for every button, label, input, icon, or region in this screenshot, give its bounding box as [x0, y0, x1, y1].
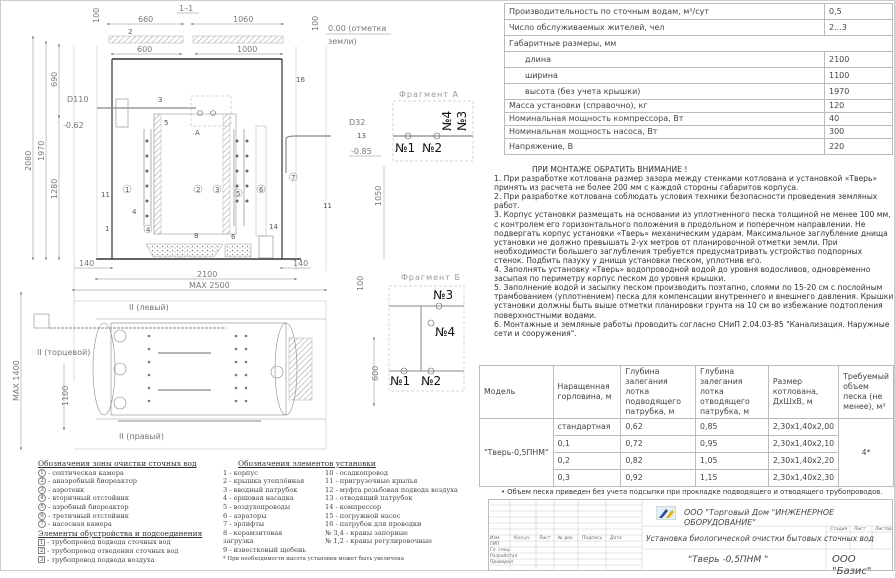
legend-elements — [223, 460, 485, 563]
model-table-footnote: • Объем песка приведен без учета подсыпки при прокладке подводящего и отводящего трубопроводов. — [501, 488, 883, 496]
lid-right — [193, 36, 283, 43]
dim-2100: 2100 — [197, 270, 218, 279]
legend-item: 16 - патрубок для проводки — [325, 520, 422, 529]
svg-text:3: 3 — [215, 186, 220, 194]
dim-2080: 2080 — [24, 150, 33, 171]
legend-elements-footnote: * При необходимости высота установки может быть увеличена — [223, 555, 404, 562]
svg-text:13: 13 — [357, 132, 366, 140]
callout-a: А — [195, 129, 200, 137]
spec-row: Напряжение, В 220 — [505, 139, 893, 155]
legend-item: 15 - погружной насос — [325, 511, 401, 520]
model-name-cell: "Тверь-0,5ПНМ" — [480, 419, 554, 487]
dim-600: 600 — [137, 45, 153, 54]
note-item: 1. При разработке котлована размер зазора между стенками котлована и установкой «Тверь» принять из расчета не более 200 мм с каждой стороны габаритов корпуса. — [494, 174, 878, 193]
plan-label-right: II (правый) — [119, 432, 164, 441]
dim-100-right: 100 — [311, 15, 320, 31]
lid-left — [109, 36, 183, 43]
svg-text:6: 6 — [231, 233, 236, 241]
section-label: 1–1 — [179, 4, 194, 13]
svg-text:2: 2 — [128, 28, 133, 36]
svg-text:7: 7 — [291, 174, 296, 182]
legend-item: 6 - третичный отстойник — [38, 512, 208, 521]
specifications-table — [504, 3, 893, 155]
spec-row: высота (без учета крышки) 1970 — [505, 84, 893, 100]
fragment-a-valve-4: №4 — [440, 110, 454, 131]
level-outlet: -0.85 — [351, 147, 372, 156]
legend-item: 9 - известковый щебень — [223, 545, 306, 554]
model-table-row: 0,2 0,82 1,05 2,30x1,40x2,20 — [480, 453, 894, 470]
svg-text:16: 16 — [296, 76, 305, 84]
dim-690: 690 — [50, 71, 59, 87]
dim-1970: 1970 — [37, 140, 46, 161]
legend-item: 10 - осадкопровод — [325, 468, 388, 477]
dim-max-1400: MAX 1400 — [12, 360, 21, 401]
legend-item: 8 - керамзитовая загрузка — [223, 528, 283, 546]
dim-140-right: 140 — [293, 259, 309, 268]
svg-text:5: 5 — [236, 190, 241, 198]
note-item: 3. Корпус установки размещать на основании из уплотненного песка толщиной не менее 100 мм, с контролем его горизонтального положения в продольном и поперечном направлении. Не подвергать корпус установки «Тверь» механическим ударам. Максимальное заглубление днища установки не должно превышать 2-ух метров от планировочной отметки земли. При необходимости большего заглубления требуется предусматривать устройство подпорных стенок. Подбить пазуху у днища установки песком, уплотнив его. — [494, 210, 891, 265]
dim-140-left: 140 — [79, 259, 95, 268]
svg-text:6: 6 — [259, 186, 264, 194]
note-item: 6. Монтажные и земляные работы проводить согласно СНиП 2.04.03-85 "Канализация. Наружные сети и сооружения". — [494, 319, 890, 338]
dim-max-2500: MAX 2500 — [189, 281, 230, 290]
legend-item: 7 - насосная камера — [38, 520, 208, 529]
legend-item: 11 - пригрузочные крылья — [325, 477, 418, 486]
dim-600-plan: 600 — [371, 365, 380, 381]
plan-label-left: II (левый) — [129, 303, 169, 312]
model-table-row: 0,1 0,72 0,95 2,30x1,40x2,10 — [480, 436, 894, 453]
legend-connections-title: Элементы обустройства и подсоединения — [38, 528, 203, 538]
company-logo-icon — [656, 506, 676, 520]
dim-1000: 1000 — [237, 45, 258, 54]
sand-volume-cell: 4* — [839, 419, 894, 487]
fragment-b-title: Фрагмент Б — [401, 273, 461, 282]
fragment-b-valve-1: №1 — [390, 374, 411, 388]
note-item: 5. Заполнение водой и засыпку песком производить поэтапно, слоями по 15-20 см с послойным трамбованием (уплотнением) песка для компенсации внутреннего и внешнего давления. Крышки установки должны быть выше отметки планировки грунта на 10 см во избежание подтопления поверхностными водами. — [494, 283, 894, 320]
legend-zones-title: Обозначения зоны очистки сточных вод — [38, 459, 197, 468]
legend-item: 3 - вводный патрубок — [223, 485, 298, 494]
notes-heading: ПРИ МОНТАЖЕ ОБРАТИТЬ ВНИМАНИЕ ! — [532, 165, 688, 174]
title-block: Изм. Кол.уч. Лист № док. Подпись Дата ГИП Гл. спец. Разработал Проверил Стадия Лист Листов ООО "Торговый Дом "ИНЖЕНЕРНОЕ ОБОРУДОВАНИЕ" Установка биологической очистки бытовых сточных вод "Тверь -0,5ПНМ " ООО "Базис" — [488, 499, 893, 571]
legend-item: 3 - трубопровод подвода воздуха — [39, 555, 155, 564]
legend-item: 14 - компрессор — [325, 502, 382, 511]
svg-text:4: 4 — [132, 208, 137, 216]
legend-item: № 1,2 - краны регулировочные — [325, 537, 433, 546]
svg-text:1: 1 — [125, 186, 130, 194]
legend-item: 2 - анаэробный биореактор — [38, 477, 208, 486]
legend-item: 13 - отводящий патрубок — [325, 494, 413, 503]
note-item: 2. При разработке котлована соблюдать условия техники безопасности проведения земляных работ. — [494, 192, 878, 211]
svg-text:1: 1 — [105, 225, 110, 233]
pipe-d32: D32 — [349, 118, 366, 127]
dim-100-bottom: 100 — [356, 275, 365, 291]
technical-drawing — [1, 1, 481, 461]
spec-row: Номинальная мощность компрессора, Вт 40 — [505, 113, 893, 126]
legend-elements-title: Обозначения элементов установки — [238, 459, 376, 468]
dim-660: 660 — [138, 15, 154, 24]
spec-row: Номинальная мощность насоса, Вт 300 — [505, 126, 893, 139]
model-table-header: Модель Наращенная горловина, м Глубина залегания лотка подводящего патрубка, м Глубина залегания лотка отводящего патрубка, м Размер котлована, ДхШхВ, м Требуемый объем песка (не менее), м³ — [480, 366, 894, 419]
svg-text:5: 5 — [164, 119, 169, 127]
spec-row: ширина 1100 — [505, 68, 893, 84]
fragment-b-valve-3: №3 — [433, 288, 454, 302]
pipe-d110: D110 — [67, 95, 89, 104]
legend-item: 5 - воздухопроводы — [223, 502, 291, 511]
spec-row: Масса установки (справочно), кг 120 — [505, 100, 893, 113]
svg-text:8: 8 — [194, 232, 199, 240]
svg-text:3: 3 — [158, 96, 163, 104]
svg-text:2: 2 — [196, 186, 201, 194]
ground-mark: 0.00 (отметка — [328, 24, 387, 33]
legend-item: 4 - вторичный отстойник — [38, 494, 208, 503]
installation-notes — [494, 165, 894, 338]
legend-item: 1 - корпус — [223, 468, 258, 477]
spec-row: Число обслуживаемых жителей, чел 2...3 — [505, 20, 893, 36]
legend-item: 3 - аэротенк — [38, 486, 208, 495]
model-table-row: 0,3 0,92 1,15 2,30x1,40x2,30 — [480, 470, 894, 487]
dim-1280: 1280 — [50, 178, 59, 199]
dim-1050: 1050 — [374, 185, 383, 206]
spec-row: Производительность по сточным водам, м³/сут 0,5 — [505, 4, 893, 20]
dim-1060: 1060 — [233, 15, 254, 24]
note-item: 4. Заполнять установку «Тверь» водопроводной водой до уровня водосливов, одновременно засыпая по периметру корпус песком до уровня крышки. — [494, 265, 871, 284]
svg-text:11: 11 — [101, 191, 110, 199]
legend-item: № 3,4 - краны запорные — [325, 528, 408, 537]
legend-item: 6 - аэраторы — [223, 511, 267, 520]
fragment-a-valve-2: №2 — [422, 141, 443, 155]
svg-text:11: 11 — [323, 202, 332, 210]
legend-zones — [38, 460, 208, 564]
model-table-row: "Тверь-0,5ПНМ" стандартная 0,62 0,85 2,30x1,40x2,00 4* — [480, 419, 894, 436]
legend-item: 2 - трубопровод отведения сточных вод — [39, 546, 179, 555]
dim-1100: 1100 — [61, 385, 70, 406]
drawing-model: "Тверь -0,5ПНМ " — [688, 555, 769, 565]
spec-row: длина 2100 — [505, 52, 893, 68]
legend-item: 7 - эрлифты — [223, 520, 265, 529]
legend-item: 1 - трубопровод подвода сточных вод — [39, 538, 171, 547]
legend-item: 5 - аэробный биореактор — [38, 503, 208, 512]
legend-item: 4 - ершовая насадка — [223, 494, 294, 503]
ground-mark-2: земли) — [328, 37, 357, 46]
fragment-a-valve-1: №1 — [395, 141, 416, 155]
svg-text:14: 14 — [269, 223, 278, 231]
dim-100-left: 100 — [92, 7, 101, 23]
level-inlet: -0.62 — [63, 121, 84, 130]
legend-item: 1 - септическая камера — [38, 469, 208, 478]
fragment-b-valve-2: №2 — [421, 374, 442, 388]
legend-item: 2 - крышка утеплённая — [223, 477, 305, 486]
fragment-b-valve-4: №4 — [435, 325, 456, 339]
fragment-a-valve-3: №3 — [455, 110, 469, 131]
developer-firm: ООО "Базис" — [832, 554, 872, 577]
company-name: ООО "Торговый Дом "ИНЖЕНЕРНОЕ ОБОРУДОВАНИЕ" — [684, 508, 835, 527]
fragment-a-title: Фрагмент А — [399, 90, 459, 99]
compressor — [34, 314, 49, 328]
model-table — [479, 365, 894, 487]
legend-item: 12 - муфта резьбовая подвода воздуха — [325, 485, 458, 494]
drawing-description: Установка биологической очистки бытовых сточных вод — [646, 534, 874, 543]
plan-label-end: II (торцевой) — [37, 348, 91, 357]
spec-row: Габаритные размеры, мм — [505, 36, 893, 52]
svg-text:4: 4 — [146, 226, 151, 234]
